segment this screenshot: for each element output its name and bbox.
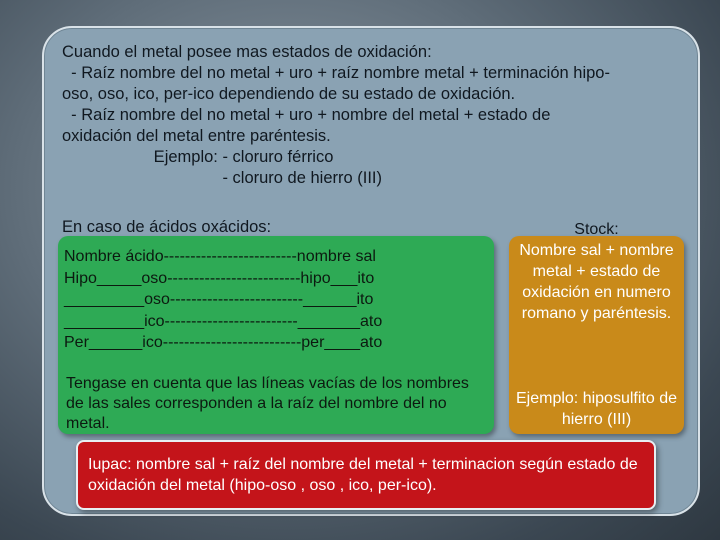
iupac-text: Iupac: nombre sal + raíz del nombre del metal + terminacion según estado de oxidación del metal (hipo-oso , oso , ico, per-ico). [88, 456, 638, 494]
stock-example: Ejemplo: hiposulfito de hierro (III) [516, 390, 677, 428]
intro-line-2: - Raíz nombre del no metal + uro + raíz nombre metal + terminación hipo- [62, 64, 610, 82]
acidos-note: Tengase en cuenta que las líneas vacías de los nombres de las sales corresponden a la raíz del nombre del no metal. [66, 375, 469, 432]
rule-line-4: _________ico-------------------------_______ato [64, 312, 383, 330]
stock-title: Stock: [574, 221, 619, 238]
iupac-box [76, 440, 656, 510]
intro-line-1: Cuando el metal posee mas estados de oxidación: [62, 43, 432, 61]
intro-line-4: - Raíz nombre del no metal + uro + nombre del metal + estado de [62, 106, 551, 124]
rule-line-5: Per______ico--------------------------per____ato [64, 334, 383, 351]
stock-description: Nombre sal + nombre metal + estado de oxidación en numero romano y paréntesis. [519, 242, 674, 322]
intro-text [62, 42, 692, 189]
acidos-heading: En caso de ácidos oxácidos: [62, 218, 272, 236]
acidos-rules-box [58, 236, 494, 434]
stock-box [509, 236, 684, 434]
intro-example-line-2: - cloruro de hierro (III) [62, 169, 382, 187]
rule-line-2: Hipo_____oso-------------------------hipo___ito [64, 269, 375, 287]
acidos-rules [64, 246, 382, 354]
intro-example-line-1: Ejemplo: - cloruro férrico [62, 148, 334, 166]
intro-line-3: oso, oso, ico, per-ico dependiendo de su estado de oxidación. [62, 85, 516, 103]
intro-line-5: oxidación del metal entre paréntesis. [62, 127, 331, 145]
rule-line-1: Nombre ácido-------------------------nombre sal [64, 248, 376, 265]
rule-line-3: _________oso-------------------------______ito [64, 291, 374, 308]
